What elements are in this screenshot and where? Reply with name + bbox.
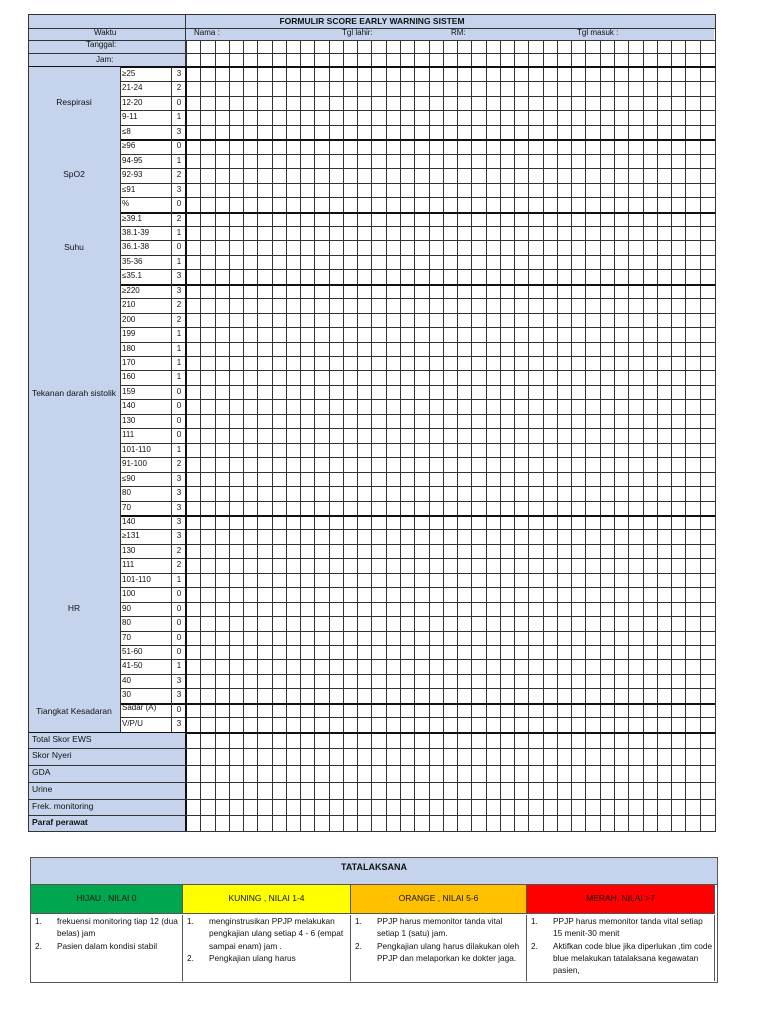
instruction-text: PPJP harus memonitor tanda vital setiap 1 (satu) jam. [377,916,503,939]
parameter-score: 0 [176,704,182,714]
category-label: Respirasi [56,97,92,108]
footer-label: Total Skor EWS [32,733,92,744]
instruction-number: 1. [355,916,362,926]
parameter-score: 1 [176,256,182,266]
instruction-number: 2. [187,952,194,963]
parameter-value: 35-36 [122,256,143,266]
parameter-value: 140 [122,401,136,411]
parameter-score: 0 [176,97,182,107]
parameter-score: 1 [176,112,182,122]
parameter-score: 1 [176,155,182,165]
parameter-score: 0 [176,415,182,425]
instruction-number: 1. [531,916,538,926]
instruction-item [35,940,182,952]
parameter-value: 130 [122,415,136,425]
parameter-value: 210 [122,300,136,310]
parameter-score: 3 [176,516,182,526]
parameter-value: ≤8 [122,126,131,136]
category-label: Suhu [64,241,84,252]
parameter-score: 3 [176,719,182,729]
rm-label: RM: [451,28,466,37]
category-label: Tekanan darah sistolik [31,388,117,399]
nama-label: Nama : [194,28,220,37]
tatalaksana-instructions [183,915,351,981]
tgl-masuk-label: Tgl masuk : [577,28,619,37]
tatalaksana-level-header: KUNING , NILAI 1-4 [183,885,351,914]
parameter-score: 1 [176,372,182,382]
parameter-value: ≤91 [122,184,136,194]
parameter-value: 38.1-39 [122,227,150,237]
parameter-value: 90 [122,603,131,613]
parameter-score: 1 [176,358,182,367]
parameter-score: 2 [176,83,182,93]
instruction-item [187,952,350,964]
instruction-number: 2. [35,940,42,951]
tatalaksana-level-header: ORANGE , NILAI 5-6 [351,885,527,914]
ews-form [28,14,716,832]
parameter-score: 0 [176,430,182,440]
parameter-score: 0 [176,401,182,411]
parameter-value: 130 [122,545,136,555]
parameter-score: 3 [176,531,182,541]
parameter-score: 2 [176,213,182,223]
parameter-value: 100 [122,589,136,599]
instruction-item [355,915,526,940]
parameter-value: 51-60 [122,647,143,656]
parameter-value: % [122,199,130,209]
tatalaksana-table [30,857,718,983]
footer-label: Frek. monitoring [32,800,94,811]
instruction-text: frekuensi monitoring tiap 12 (dua belas) jam [57,916,178,939]
parameter-score: 2 [176,314,182,324]
instruction-item [355,940,526,965]
parameter-score: 0 [176,632,182,642]
parameter-score: 1 [176,574,182,584]
footer-label: Skor Nyeri [32,750,72,761]
parameter-score: 0 [176,603,182,613]
category-label: SpO2 [63,169,85,180]
tatalaksana-instructions [31,915,183,981]
parameter-value: Sadar (A) [122,702,157,712]
parameter-score: 3 [176,675,182,685]
parameter-score: 0 [176,589,182,599]
parameter-value: 200 [122,314,136,324]
parameter-value: 9-11 [122,112,138,122]
footer-label: GDA [32,767,51,778]
parameter-score: 3 [176,488,182,498]
parameter-value: 159 [122,386,136,396]
instruction-text: Pengkajian ulang harus dilakukan oleh PPJP dan melaporkan ke dokter jaga. [377,940,520,963]
parameter-value: 80 [122,488,131,498]
footer-label: Paraf perawat [32,817,88,828]
tatalaksana-level-header: MERAH, NILAI >7 [527,885,715,914]
parameter-value: ≥220 [122,285,140,295]
tatalaksana-title: TATALAKSANA [31,858,717,885]
parameter-score: 0 [176,141,182,151]
parameter-value: 40 [122,675,131,685]
parameter-value: 30 [122,690,131,700]
instruction-number: 2. [355,940,362,951]
parameter-score: 1 [176,329,182,339]
parameter-value: 80 [122,618,131,628]
parameter-score: 0 [176,647,182,656]
parameter-value: 91-100 [122,459,147,469]
tanggal-label: Tanggal: [86,40,117,49]
parameter-value: 41-50 [122,661,143,671]
parameter-score: 3 [176,473,182,483]
parameter-score: 3 [176,690,182,700]
parameter-score: 0 [176,618,182,628]
parameter-value: ≥25 [122,69,136,78]
parameter-score: 0 [176,199,182,209]
parameter-value: 21-24 [122,83,143,93]
parameter-value: 160 [122,372,136,382]
parameter-value: 70 [122,502,131,512]
instruction-number: 1. [35,916,42,926]
parameter-value: 101-110 [122,574,151,584]
parameter-score: 1 [176,227,182,237]
instruction-item [187,915,350,952]
instruction-text: menginstrusikan PPJP melakukan pengkajian ulang setiap 4 - 6 (empat sampai enam) jam . [209,916,344,951]
parameter-value: 199 [122,329,136,339]
instruction-text: Aktifkan code blue jika diperlukan ,tim code blue melakukan tatalaksana kegawatan pasien, [553,940,713,976]
instruction-text: Pengkajian ulang harus [209,952,296,963]
parameter-score: 3 [176,184,182,194]
parameter-value: 12-20 [122,97,143,107]
parameter-value: 92-93 [122,170,143,180]
parameter-value: 170 [122,358,136,367]
parameter-score: 3 [176,502,182,512]
form-title: FORMULIR SCORE EARLY WARNING SISTEM [28,14,716,28]
parameter-score: 2 [176,545,182,555]
parameter-score: 1 [176,661,182,671]
parameter-value: V/P/U [122,719,143,729]
parameter-score: 2 [176,459,182,469]
parameter-value: 111 [122,560,135,570]
parameter-score: 2 [176,300,182,310]
parameter-score: 3 [176,126,182,136]
instruction-item [35,915,182,940]
parameter-value: ≥96 [122,141,136,151]
category-label: HR [67,602,81,613]
parameter-score: 3 [176,271,182,281]
parameter-score: 1 [176,343,182,353]
parameter-value: ≥39.1 [122,213,142,223]
category-label: Tiangkat Kesadaran [36,706,112,717]
parameter-value: ≥131 [122,531,140,541]
instruction-number: 1. [187,916,194,926]
parameter-value: 70 [122,632,131,642]
parameter-score: 0 [176,386,182,396]
jam-label: Jam: [96,55,114,64]
parameter-score: 3 [176,69,182,78]
parameter-value: 101-110 [122,444,151,454]
instruction-item [531,940,714,977]
parameter-score: 2 [176,560,182,570]
parameter-score: 0 [176,242,182,252]
parameter-score: 1 [176,444,182,454]
parameter-value: 36.1-38 [122,242,150,252]
instruction-text: PPJP harus memonitor tanda vital setiap 15 menit-30 menit [553,916,703,939]
footer-label: Urine [32,783,53,794]
parameter-score: 3 [176,285,182,295]
tgl-lahir-label: Tgl lahir: [342,28,373,37]
tatalaksana-instructions [351,915,527,981]
parameter-value: 180 [122,343,136,353]
parameter-value: ≤35.1 [122,271,142,281]
parameter-value: 111 [122,430,135,440]
instruction-item [531,915,714,940]
tatalaksana-level-header: HIJAU , NILAI 0 [31,885,183,914]
tatalaksana-instructions [527,915,715,981]
parameter-value: 140 [122,516,136,526]
waktu-label: Waktu [94,28,117,37]
parameter-value: ≤90 [122,473,136,483]
parameter-score: 2 [176,170,182,180]
instruction-number: 2. [531,940,538,951]
instruction-text: Pasien dalam kondisi stabil [57,940,158,951]
parameter-value: 94-95 [122,155,143,165]
